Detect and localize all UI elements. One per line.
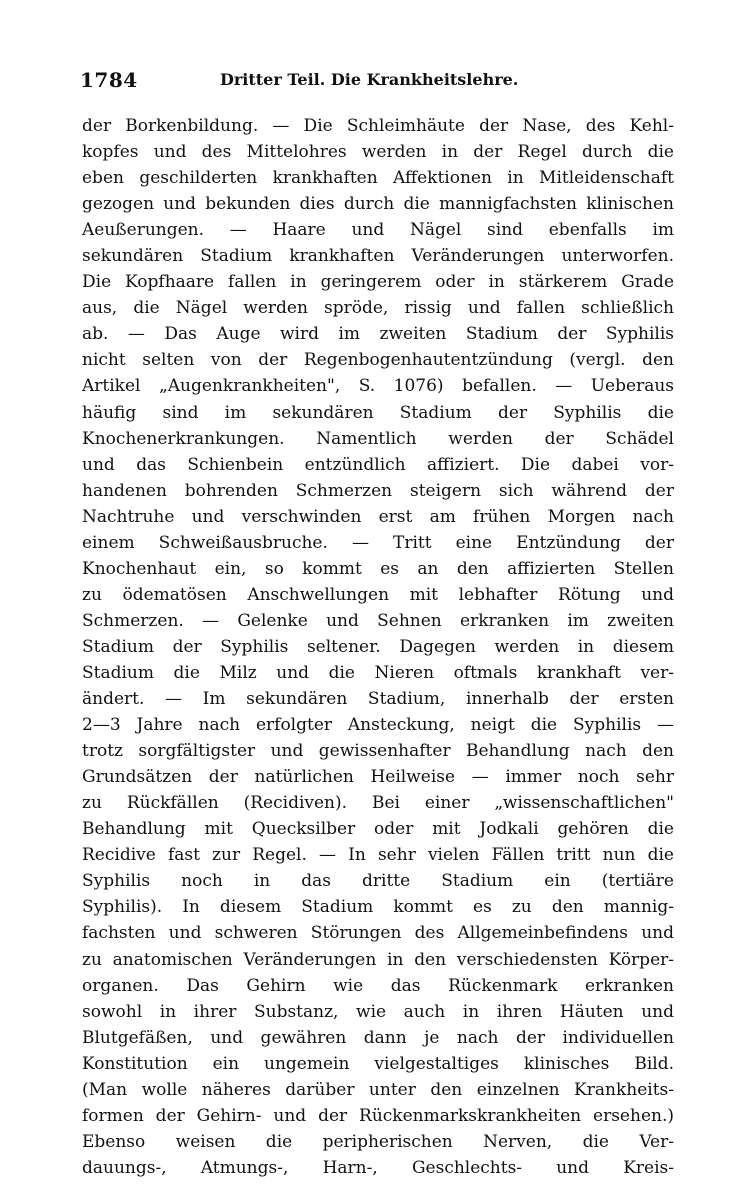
text-line: fachsten und schweren Störungen des Allgemeinbefindens und bbox=[82, 923, 674, 944]
text-line: häufig sind im sekundären Stadium der Syphilis die bbox=[82, 402, 674, 423]
text-line: Artikel „Augenkrankheiten", S. 1076) befallen. — Ueberaus bbox=[82, 376, 674, 397]
text-line: nicht selten von der Regenbogenhautentzündung (vergl. den bbox=[82, 350, 674, 371]
text-line: Grundsätzen der natürlichen Heilweise — immer noch sehr bbox=[82, 767, 674, 788]
text-line: Stadium die Milz und die Nieren oftmals krankhaft ver- bbox=[82, 662, 674, 683]
body-text bbox=[82, 113, 674, 1181]
text-line: Schmerzen. — Gelenke und Sehnen erkranken im zweiten bbox=[82, 610, 674, 631]
text-line: organen. Das Gehirn wie das Rückenmark erkranken bbox=[82, 975, 674, 996]
text-line: 2—3 Jahre nach erfolgter Ansteckung, neigt die Syphilis — bbox=[82, 715, 674, 736]
text-line: Nachtruhe und verschwinden erst am frühen Morgen nach bbox=[82, 506, 674, 527]
text-line: zu Rückfällen (Recidiven). Bei einer „wissenschaftlichen" bbox=[82, 793, 674, 814]
text-line: der Borkenbildung. — Die Schleimhäute der Nase, des Kehl- bbox=[82, 116, 674, 136]
text-line: Recidive fast zur Regel. — In sehr vielen Fällen tritt nun die bbox=[82, 845, 674, 866]
text-line: ändert. — Im sekundären Stadium, innerhalb der ersten bbox=[82, 689, 674, 710]
text-line: Syphilis noch in das dritte Stadium ein (tertiäre bbox=[82, 871, 674, 892]
text-line: Knochenhaut ein, so kommt es an den affizierten Stellen bbox=[82, 558, 674, 579]
text-line: sekundären Stadium krankhaften Veränderungen unterworfen. bbox=[82, 246, 674, 267]
page-number: 1784 bbox=[80, 68, 138, 92]
text-line: und das Schienbein entzündlich affiziert. Die dabei vor- bbox=[82, 454, 674, 475]
text-line: zu ödematösen Anschwellungen mit lebhafter Rötung und bbox=[82, 584, 674, 605]
text-line: trotz sorgfältigster und gewissenhafter Behandlung nach den bbox=[82, 741, 674, 762]
text-line: gezogen und bekunden dies durch die mannigfachsten klinischen bbox=[82, 194, 674, 215]
text-line: formen der Gehirn- und der Rückenmarkskrankheiten ersehen.) bbox=[82, 1105, 674, 1126]
text-line: Knochenerkrankungen. Namentlich werden der Schädel bbox=[82, 428, 674, 449]
text-line: handenen bohrenden Schmerzen steigern sich während der bbox=[82, 480, 674, 501]
text-line: einem Schweißausbruche. — Tritt eine Entzündung der bbox=[82, 532, 674, 553]
text-line: Blutgefäßen, und gewähren dann je nach der individuellen bbox=[82, 1027, 674, 1048]
page-header bbox=[80, 68, 670, 96]
text-line: Aeußerungen. — Haare und Nägel sind ebenfalls im bbox=[82, 220, 674, 241]
text-line: dauungs-, Atmungs-, Harn-, Geschlechts- und Kreis- bbox=[82, 1157, 674, 1178]
text-line: Syphilis). In diesem Stadium kommt es zu den mannig- bbox=[82, 897, 674, 918]
text-line: Stadium der Syphilis seltener. Dagegen werden in diesem bbox=[82, 636, 674, 657]
text-line: kopfes und des Mittelohres werden in der Regel durch die bbox=[82, 142, 674, 163]
text-line: Konstitution ein ungemein vielgestaltiges klinisches Bild. bbox=[82, 1053, 674, 1074]
text-line: aus, die Nägel werden spröde, rissig und fallen schließlich bbox=[82, 298, 674, 319]
text-line: sowohl in ihrer Substanz, wie auch in ihren Häuten und bbox=[82, 1001, 674, 1022]
text-line: (Man wolle näheres darüber unter den einzelnen Krankheits- bbox=[82, 1079, 674, 1100]
text-line: ab. — Das Auge wird im zweiten Stadium der Syphilis bbox=[82, 324, 674, 345]
text-line: Ebenso weisen die peripherischen Nerven, die Ver- bbox=[82, 1131, 674, 1152]
text-line: zu anatomischen Veränderungen in den verschiedensten Körper- bbox=[82, 949, 674, 970]
running-head: Dritter Teil. Die Krankheitslehre. bbox=[220, 70, 519, 89]
text-line: Die Kopfhaare fallen in geringerem oder in stärkerem Grade bbox=[82, 272, 674, 293]
text-line: Behandlung mit Quecksilber oder mit Jodkali gehören die bbox=[82, 819, 674, 840]
text-line: eben geschilderten krankhaften Affektionen in Mitleidenschaft bbox=[82, 168, 674, 189]
